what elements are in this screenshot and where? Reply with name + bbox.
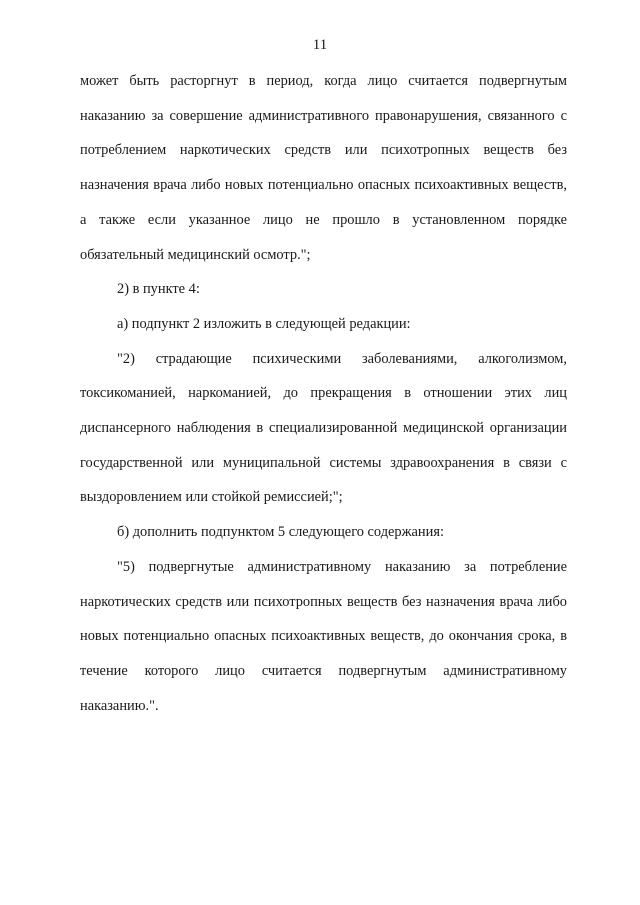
- paragraph-continuation: может быть расторгнут в период, когда лицо считается подвергнутым наказанию за совершение административного правонарушения, связанного с потреблением наркотических средств или психотропных веществ без назначения врача либо новых потенциально опасных психоактивных веществ, а также если указанное лицо не прошло в установленном порядке обязательный медицинский осмотр.";: [80, 73, 567, 263]
- paragraph-subitem-b: б) дополнить подпунктом 5 следующего содержания:: [117, 524, 444, 541]
- paragraph-item-2: 2) в пункте 4:: [117, 281, 200, 298]
- paragraph-quoted-subitem-2: "2) страдающие психическими заболеваниями, алкоголизмом, токсикоманией, наркоманией, до прекращения в отношении этих лиц диспансерного наблюдения в специализированной медицинской организации государственной или муниципальной системы здравоохранения в связи с выздоровлением или стойкой ремиссией;";: [80, 350, 567, 506]
- paragraph-quoted-subitem-5: "5) подвергнутые административному наказанию за потребление наркотических средств или психотропных веществ без назначения врача либо новых потенциально опасных психоактивных веществ, до окончания срока, в течение которого лицо считается подвергнутым административному наказанию.".: [80, 558, 567, 714]
- document-body: [80, 64, 567, 723]
- paragraph-subitem-a: а) подпункт 2 изложить в следующей редакции:: [117, 315, 411, 332]
- page-number: 11: [312, 37, 328, 53]
